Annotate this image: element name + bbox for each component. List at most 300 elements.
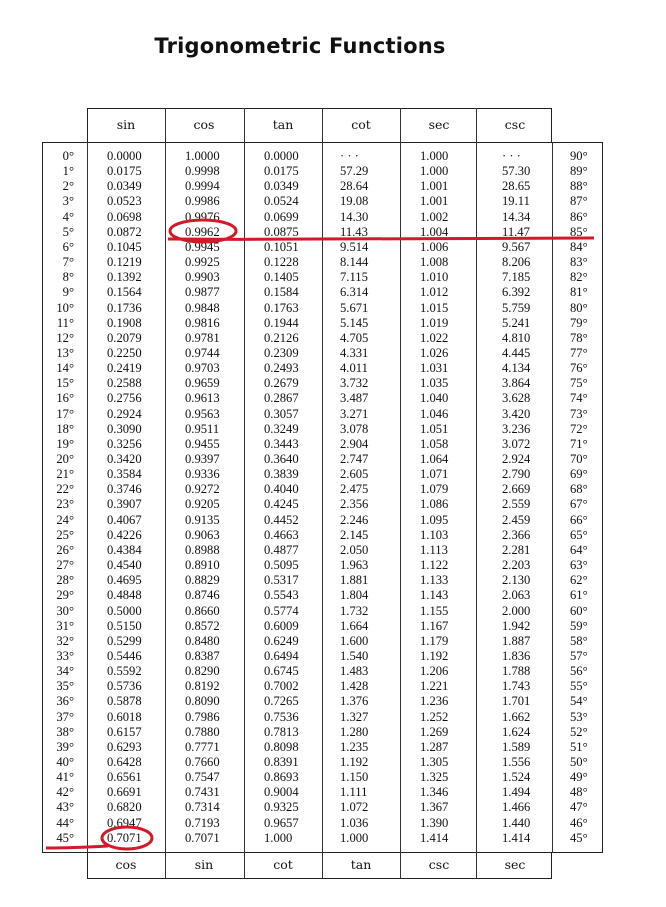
cos-value-cell: 0.8910 [185,558,220,573]
sec-value-cell: 1.000 [420,149,449,163]
degree-left-cell: 36° [56,694,74,709]
degree-left-cell: 22° [56,482,74,497]
csc-value-cell: 5.759 [502,300,531,315]
sec-value-cell: 1.008 [420,255,449,270]
cot-value-cell: 3.078 [340,421,369,436]
csc-value-cell: 19.11 [502,194,530,209]
sec-value-cell: 1.026 [420,345,449,360]
tan-value-cell: 0.2309 [264,345,299,360]
degree-right-cell: 76° [570,361,588,376]
sin-value-cell: 0.0698 [107,209,142,224]
cot-value-cell: 6.314 [340,285,369,300]
degree-right-cell: 54° [570,694,588,709]
degree-left-cell: 39° [56,739,74,754]
cot-value-cell: 4.011 [340,361,368,376]
csc-value-cell: 4.445 [502,345,531,360]
tan-value-cell: 0.9657 [264,815,299,830]
sec-value-cell: 1.015 [420,300,449,315]
degree-left-cell: 34° [56,664,74,679]
tan-value-cell: 0.5774 [264,603,299,618]
tan-value-cell: 0.7536 [264,709,299,724]
tan-value-cell: 0.4245 [264,497,299,512]
sin-value-cell: 0.6428 [107,755,142,769]
csc-value-cell: 4.134 [502,361,531,376]
sec-value-cell: 1.103 [420,527,449,542]
tan-value-cell: 0.3249 [264,421,299,436]
sin-value-cell: 0.3746 [107,482,142,497]
sin-value-cell: 0.3907 [107,497,142,512]
cot-value-cell: 3.487 [340,391,369,406]
sin-value-cell: 0.4540 [107,558,142,573]
degree-left-cell: 2° [62,179,74,194]
cot-value-cell: 1.428 [340,679,369,694]
tan-value-cell: 0.5543 [264,588,299,603]
cot-value-cell: 3.732 [340,376,369,391]
tan-value-cell: 0.3640 [264,452,299,466]
cot-value-cell: 57.29 [340,164,369,179]
csc-value-cell: 1.494 [502,785,531,800]
degree-right-cell: 85° [570,224,588,239]
tan-value-cell: 0.6009 [264,618,299,633]
cos-value-cell: 0.9816 [185,315,220,330]
degree-right-cell: 90° [570,149,588,163]
degree-right-cell: 46° [570,815,588,830]
csc-value-cell: 1.589 [502,739,531,754]
tan-value-cell: 1.000 [264,830,293,845]
sec-value-cell: 1.000 [420,164,449,179]
tan-value-cell: 0.1228 [264,255,299,270]
cot-value-cell: 2.050 [340,542,369,557]
csc-value-cell: 8.206 [502,255,531,270]
cos-value-cell: 0.9336 [185,467,220,482]
degree-right-cell: 47° [570,800,588,815]
degree-left-cell: 41° [56,770,74,785]
degree-left-cell: 29° [56,588,74,603]
tan-value-cell: 0.4040 [264,482,299,497]
sec-value-cell: 1.010 [420,270,449,285]
cot-value-cell: 2.605 [340,467,369,482]
tan-value-cell: 0.4452 [264,512,299,527]
cot-value-cell: 4.705 [340,330,369,345]
cot-value-cell: 1.732 [340,603,369,618]
sin-value-cell: 0.4067 [107,512,142,527]
top-header-csc: csc [504,117,526,132]
top-header-sin: sin [116,117,136,132]
cot-value-cell: 1.540 [340,648,369,663]
tan-value-cell: 0.2126 [264,330,299,345]
degree-right-cell: 87° [570,194,588,209]
sec-value-cell: 1.006 [420,239,449,254]
sec-value-cell: 1.051 [420,421,449,436]
sec-value-cell: 1.019 [420,315,449,330]
sin-value-cell: 0.1564 [107,285,142,300]
tan-value-cell: 0.8098 [264,739,299,754]
degree-right-cell: 84° [570,239,588,254]
cot-value-cell: 9.514 [340,239,369,254]
csc-value-cell: 2.559 [502,497,531,512]
tan-value-cell: 0.2493 [264,361,299,376]
tan-value-cell: 0.8693 [264,770,299,785]
sec-value-cell: 1.001 [420,194,449,209]
degree-right-cell: 80° [570,300,588,315]
cot-value-cell: 2.904 [340,436,369,451]
cot-value-cell: 1.111 [340,785,368,800]
sin-value-cell: 0.5878 [107,694,142,709]
cot-value-cell: 1.150 [340,770,369,785]
csc-value-cell: 2.130 [502,573,531,588]
sin-value-cell: 0.2756 [107,391,142,406]
sec-value-cell: 1.325 [420,770,449,785]
tan-value-cell: 0.3839 [264,467,299,482]
cos-value-cell: 0.9205 [185,497,220,512]
cos-value-cell: 0.9925 [185,255,220,270]
degree-left-cell: 12° [56,330,74,345]
degree-left-cell: 18° [56,421,74,436]
sec-value-cell: 1.122 [420,558,449,573]
degree-left-cell: 16° [56,391,74,406]
cot-value-cell: 1.327 [340,709,369,724]
degree-right-cell: 52° [570,724,588,739]
cot-value-cell: 1.804 [340,588,369,603]
degree-right-cell: 49° [570,770,588,785]
sin-value-cell: 0.6157 [107,724,142,739]
degree-left-cell: 24° [56,512,74,527]
cos-value-cell: 0.9945 [185,239,220,254]
degree-left-cell: 3° [62,194,74,209]
sin-value-cell: 0.3420 [107,452,142,466]
cos-value-cell: 0.9848 [185,300,220,315]
csc-value-cell: 2.924 [502,452,531,466]
tan-value-cell: 0.5317 [264,573,299,588]
cot-value-cell: 2.356 [340,497,369,512]
degree-left-cell: 42° [56,785,74,800]
csc-value-cell: 1.556 [502,755,531,769]
cos-value-cell: 0.9986 [185,194,220,209]
sin-value-cell: 0.1219 [107,255,142,270]
csc-value-cell: 6.392 [502,285,531,300]
underline-mark-row-45 [46,846,108,848]
cot-value-cell: 1.000 [340,830,369,845]
tan-value-cell: 0.1944 [264,315,299,330]
degree-right-cell: 89° [570,164,588,179]
cos-value-cell: 0.8192 [185,679,220,694]
cot-value-cell: 2.145 [340,527,369,542]
tan-value-cell: 0.0000 [264,149,299,163]
csc-value-cell: 3.864 [502,376,531,391]
sec-value-cell: 1.001 [420,179,449,194]
sec-value-cell: 1.390 [420,815,449,830]
sec-value-cell: 1.414 [420,830,449,845]
underline-mark-row-5 [168,238,594,239]
sec-value-cell: 1.133 [420,573,449,588]
tan-value-cell: 0.0699 [264,209,299,224]
cot-value-cell: 5.671 [340,300,369,315]
cot-value-cell: 1.036 [340,815,369,830]
cos-value-cell: 0.7314 [185,800,220,815]
cos-value-cell: 0.8090 [185,694,220,709]
cos-value-cell: 0.8290 [185,664,220,679]
sec-value-cell: 1.346 [420,785,449,800]
degree-left-cell: 23° [56,497,74,512]
degree-right-cell: 55° [570,679,588,694]
csc-value-cell: 1.836 [502,648,531,663]
tan-value-cell: 0.0875 [264,224,299,239]
csc-value-cell: 2.366 [502,527,531,542]
cos-value-cell: 0.9744 [185,345,220,360]
tan-value-cell: 0.0349 [264,179,299,194]
degree-left-cell: 4° [62,209,74,224]
sec-value-cell: 1.269 [420,724,449,739]
cos-value-cell: 0.7431 [185,785,220,800]
sec-value-cell: 1.058 [420,436,449,451]
sin-value-cell: 0.2419 [107,361,142,376]
csc-value-cell: 2.669 [502,482,531,497]
degree-left-cell: 43° [56,800,74,815]
sin-value-cell: 0.0349 [107,179,142,194]
sin-value-cell: 0.0523 [107,194,142,209]
sec-value-cell: 1.167 [420,618,449,633]
cot-value-cell: 4.331 [340,345,369,360]
sin-value-cell: 0.6947 [107,815,142,830]
degree-right-cell: 59° [570,618,588,633]
sec-value-cell: 1.236 [420,694,449,709]
degree-right-cell: 82° [570,270,588,285]
degree-right-cell: 63° [570,558,588,573]
degree-right-cell: 77° [570,345,588,360]
csc-value-cell: 1.743 [502,679,531,694]
degree-right-cell: 75° [570,376,588,391]
csc-value-cell: 1.662 [502,709,531,724]
degree-left-cell: 35° [56,679,74,694]
degree-right-cell: 56° [570,664,588,679]
csc-value-cell: · · · [502,149,521,163]
sec-value-cell: 1.206 [420,664,449,679]
sin-value-cell: 0.2924 [107,406,142,421]
csc-value-cell: 2.203 [502,558,531,573]
tan-value-cell: 0.3057 [264,406,299,421]
sec-value-cell: 1.031 [420,361,449,376]
degree-left-cell: 0° [62,149,74,163]
cos-value-cell: 0.9998 [185,164,220,179]
tan-value-cell: 0.0175 [264,164,299,179]
cot-value-cell: 1.280 [340,724,369,739]
tan-value-cell: 0.7813 [264,724,299,739]
degree-left-cell: 32° [56,633,74,648]
cos-value-cell: 0.9272 [185,482,220,497]
csc-value-cell: 2.000 [502,603,531,618]
cos-value-cell: 0.8988 [185,542,220,557]
sin-value-cell: 0.1392 [107,270,142,285]
degree-left-cell: 28° [56,573,74,588]
sin-value-cell: 0.1908 [107,315,142,330]
sec-value-cell: 1.046 [420,406,449,421]
sin-value-cell: 0.5000 [107,603,142,618]
sec-value-cell: 1.079 [420,482,449,497]
csc-value-cell: 28.65 [502,179,531,194]
sec-value-cell: 1.287 [420,739,449,754]
tan-value-cell: 0.7002 [264,679,299,694]
sec-value-cell: 1.035 [420,376,449,391]
degree-right-cell: 70° [570,452,588,466]
tan-value-cell: 0.6745 [264,664,299,679]
degree-left-cell: 31° [56,618,74,633]
tan-value-cell: 0.7265 [264,694,299,709]
degree-right-cell: 71° [570,436,588,451]
cos-value-cell: 0.7547 [185,770,220,785]
csc-value-cell: 2.281 [502,542,531,557]
degree-right-cell: 65° [570,527,588,542]
sin-value-cell: 0.5150 [107,618,142,633]
degree-right-cell: 50° [570,755,588,769]
cos-value-cell: 0.8572 [185,618,220,633]
degree-left-cell: 10° [56,300,74,315]
csc-value-cell: 9.567 [502,239,531,254]
cot-value-cell: 1.483 [340,664,369,679]
cot-value-cell: 2.475 [340,482,369,497]
cos-value-cell: 0.7986 [185,709,220,724]
sec-value-cell: 1.012 [420,285,449,300]
cot-value-cell: 1.881 [340,573,369,588]
tan-value-cell: 0.4663 [264,527,299,542]
degree-right-cell: 53° [570,709,588,724]
csc-value-cell: 3.628 [502,391,531,406]
csc-value-cell: 1.624 [502,724,531,739]
cos-value-cell: 0.9994 [185,179,220,194]
degree-right-cell: 58° [570,633,588,648]
sec-value-cell: 1.064 [420,452,449,466]
degree-right-cell: 72° [570,421,588,436]
degree-left-cell: 38° [56,724,74,739]
csc-value-cell: 1.414 [502,830,531,845]
degree-left-cell: 14° [56,361,74,376]
tan-value-cell: 0.6494 [264,648,299,663]
bottom-header-sin: sin [194,857,214,872]
degree-left-cell: 9° [62,285,74,300]
degree-left-cell: 26° [56,542,74,557]
sec-value-cell: 1.305 [420,755,449,769]
cos-value-cell: 0.8746 [185,588,220,603]
sec-value-cell: 1.002 [420,209,449,224]
tan-value-cell: 0.2679 [264,376,299,391]
degree-left-cell: 33° [56,648,74,663]
cos-value-cell: 0.7660 [185,755,220,769]
csc-value-cell: 3.420 [502,406,531,421]
sec-value-cell: 1.004 [420,224,449,239]
top-header-cos: cos [193,117,215,132]
degree-left-cell: 27° [56,558,74,573]
degree-right-cell: 81° [570,285,588,300]
cot-value-cell: 7.115 [340,270,368,285]
degree-left-cell: 7° [62,255,74,270]
csc-value-cell: 3.072 [502,436,531,451]
degree-right-cell: 86° [570,209,588,224]
cos-value-cell: 0.9063 [185,527,220,542]
degree-right-cell: 62° [570,573,588,588]
degree-left-cell: 15° [56,376,74,391]
bottom-header-cos: cos [115,857,137,872]
sin-value-cell: 0.1045 [107,239,142,254]
cot-value-cell: 1.192 [340,755,369,769]
top-header-sec: sec [428,117,450,132]
degree-left-cell: 8° [62,270,74,285]
sin-value-cell: 0.6561 [107,770,142,785]
cot-value-cell: 19.08 [340,194,369,209]
cos-value-cell: 0.9397 [185,452,220,466]
cot-value-cell: 1.664 [340,618,369,633]
sec-value-cell: 1.143 [420,588,449,603]
degree-right-cell: 83° [570,255,588,270]
degree-right-cell: 48° [570,785,588,800]
tan-value-cell: 0.1405 [264,270,299,285]
cos-value-cell: 0.9659 [185,376,220,391]
sin-value-cell: 0.5299 [107,633,142,648]
csc-value-cell: 1.788 [502,664,531,679]
circle-mark-sin-45 [102,827,152,849]
degree-right-cell: 73° [570,406,588,421]
bottom-header-cot: cot [273,857,293,872]
cos-value-cell: 0.9563 [185,406,220,421]
csc-value-cell: 5.241 [502,315,531,330]
csc-value-cell: 57.30 [502,164,531,179]
cos-value-cell: 0.9903 [185,270,220,285]
cos-value-cell: 0.7071 [185,830,220,845]
bottom-header-sec: sec [504,857,526,872]
cot-value-cell: 3.271 [340,406,369,421]
tan-value-cell: 0.0524 [264,194,299,209]
degree-right-cell: 78° [570,330,588,345]
degree-right-cell: 88° [570,179,588,194]
sec-value-cell: 1.095 [420,512,449,527]
cos-value-cell: 0.7771 [185,739,220,754]
bottom-header-tan: tan [350,857,372,872]
csc-value-cell: 1.701 [502,694,531,709]
csc-value-cell: 2.459 [502,512,531,527]
csc-value-cell: 14.34 [502,209,531,224]
top-header-cot: cot [351,117,371,132]
degree-left-cell: 6° [62,239,74,254]
cot-value-cell: · · · [340,149,359,163]
cot-value-cell: 1.376 [340,694,369,709]
sin-value-cell: 0.3090 [107,421,142,436]
degree-left-cell: 40° [56,755,74,769]
csc-value-cell: 2.063 [502,588,531,603]
degree-left-cell: 37° [56,709,74,724]
degree-left-cell: 45° [56,830,74,845]
cot-value-cell: 11.43 [340,224,368,239]
csc-value-cell: 4.810 [502,330,531,345]
sin-value-cell: 0.6691 [107,785,142,800]
bottom-header-csc: csc [428,857,450,872]
sec-value-cell: 1.179 [420,633,449,648]
cot-value-cell: 1.072 [340,800,369,815]
cos-value-cell: 0.9962 [185,224,220,239]
degree-right-cell: 60° [570,603,588,618]
tan-value-cell: 0.9004 [264,785,299,800]
page-title: Trigonometric Functions [154,34,446,58]
cot-value-cell: 2.747 [340,452,369,466]
tan-value-cell: 0.4877 [264,542,299,557]
sin-value-cell: 0.4384 [107,542,142,557]
tan-value-cell: 0.2867 [264,391,299,406]
sin-value-cell: 0.6293 [107,739,142,754]
degree-right-cell: 74° [570,391,588,406]
csc-value-cell: 1.942 [502,618,531,633]
csc-value-cell: 11.47 [502,224,530,239]
sin-value-cell: 0.5446 [107,648,142,663]
cos-value-cell: 0.9135 [185,512,220,527]
cot-value-cell: 14.30 [340,209,369,224]
cot-value-cell: 1.600 [340,633,369,648]
